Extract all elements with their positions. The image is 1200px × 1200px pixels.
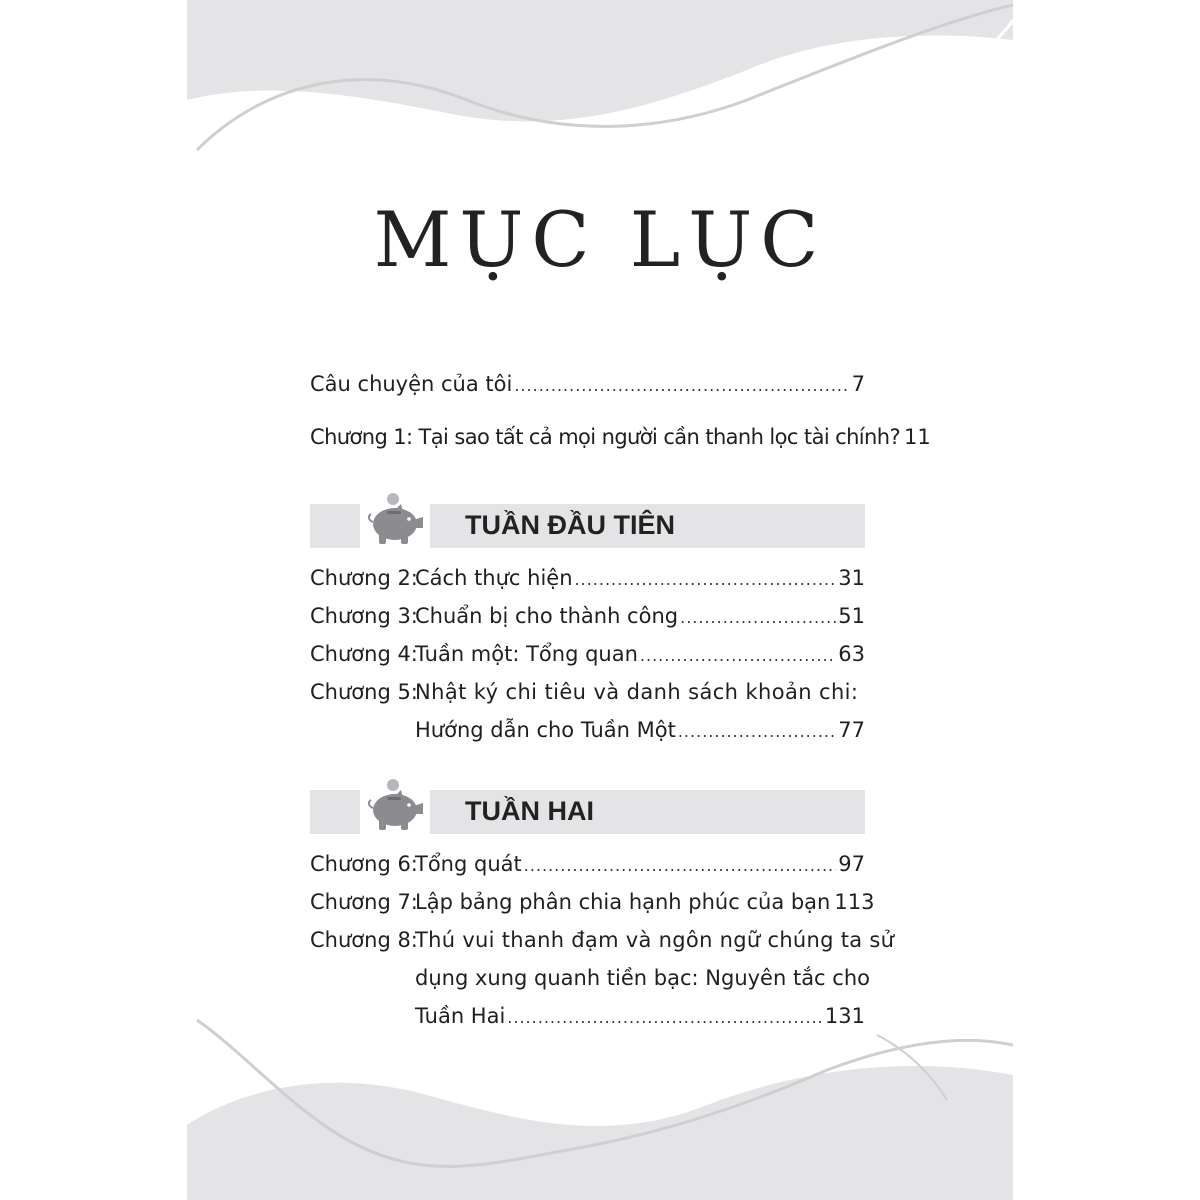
toc-entry-title: Chuẩn bị cho thành công <box>415 604 679 628</box>
dot-leader <box>640 646 836 665</box>
toc-page-number: 97 <box>838 852 865 876</box>
toc-entry[interactable] <box>310 680 865 756</box>
toc-entry-line <box>310 680 865 718</box>
toc-page-number: 77 <box>838 718 865 742</box>
toc-week-two-list <box>310 852 895 1042</box>
bottom-wave-decoration <box>187 1015 1013 1200</box>
section-bar-left <box>310 504 360 548</box>
dot-leader <box>575 570 837 589</box>
toc-entry-title: Nhật ký chi tiêu và danh sách khoản chi: <box>415 680 859 704</box>
section-heading: TUẦN HAI <box>465 796 594 826</box>
chapter-number: Chương 7: <box>310 890 418 914</box>
toc-page-number: 11 <box>904 425 931 449</box>
piggy-bank-icon <box>365 490 427 552</box>
toc-entry-line <box>310 928 895 966</box>
dot-leader <box>524 856 837 875</box>
toc-page-number: 51 <box>838 604 865 628</box>
book-page <box>187 0 1013 1200</box>
chapter-number: Chương 2: <box>310 566 418 590</box>
toc-page-number: 31 <box>838 566 865 590</box>
toc-entry-title: Tuần một: Tổng quan <box>415 642 638 666</box>
toc-entry[interactable] <box>310 372 865 410</box>
chapter-number: Chương 6: <box>310 852 418 876</box>
toc-page-number: 7 <box>851 372 865 396</box>
toc-entry-title: Lập bảng phân chia hạnh phúc của bạn <box>415 890 831 914</box>
toc-entry[interactable] <box>310 425 931 463</box>
toc-entry-title-continued: Tuần Hai <box>415 1004 506 1028</box>
toc-page-number: 131 <box>824 1004 865 1028</box>
top-wave-decoration <box>187 0 1013 160</box>
toc-entry[interactable] <box>310 890 875 928</box>
toc-entry-title-continued: Hướng dẫn cho Tuần Một <box>415 718 676 742</box>
dot-leader <box>680 608 836 627</box>
toc-entry-title: Câu chuyện của tôi <box>310 372 513 396</box>
toc-page-number: 63 <box>838 642 865 666</box>
section-header-week-one <box>310 504 865 548</box>
toc-entry-title: Chương 1: Tại sao tất cả mọi người cần thanh lọc tài chính? <box>310 425 900 449</box>
chapter-number: Chương 8: <box>310 928 418 952</box>
section-header-week-two <box>310 790 865 834</box>
section-heading: TUẦN ĐẦU TIÊN <box>465 510 675 540</box>
piggy-bank-icon <box>365 776 427 838</box>
chapter-number: Chương 5: <box>310 680 418 704</box>
chapter-number: Chương 4: <box>310 642 418 666</box>
toc-entry[interactable] <box>310 852 865 890</box>
toc-entry-title: Cách thực hiện <box>415 566 573 590</box>
page-title: MỤC LỤC <box>373 195 827 284</box>
toc-intro-list <box>310 372 931 463</box>
toc-entry[interactable] <box>310 642 865 680</box>
dot-leader <box>678 722 836 741</box>
chapter-number: Chương 3: <box>310 604 418 628</box>
toc-entry-line <box>310 966 870 1004</box>
section-bar-left <box>310 790 360 834</box>
toc-entry-line <box>310 718 865 756</box>
toc-entry-title: Tổng quát <box>415 852 522 876</box>
toc-week-one-list <box>310 566 865 756</box>
toc-entry-title: Thú vui thanh đạm và ngôn ngữ chúng ta sử <box>415 928 895 952</box>
toc-page-number: 113 <box>834 890 875 914</box>
toc-entry-title-continued: dụng xung quanh tiền bạc: Nguyên tắc cho <box>415 966 870 990</box>
dot-leader <box>514 376 849 395</box>
toc-entry[interactable] <box>310 604 865 642</box>
toc-entry[interactable] <box>310 566 865 604</box>
